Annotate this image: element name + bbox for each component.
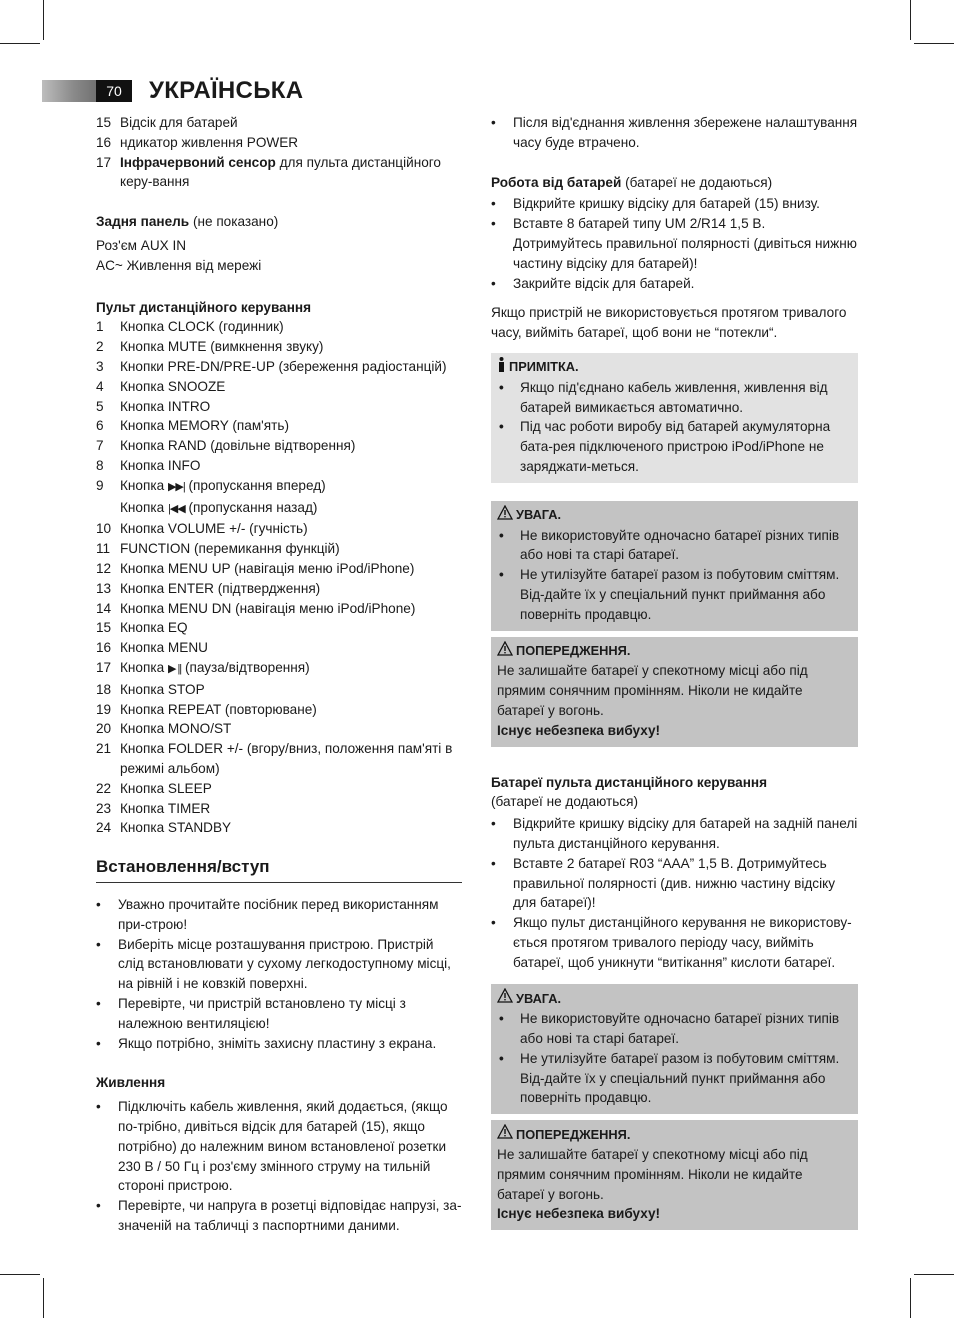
list-item (491, 854, 858, 913)
item-text (120, 416, 462, 436)
item-label: Кнопка MONO/ST (120, 721, 232, 737)
item-text: Відкрийте кришку відсіку для батарей (15) внизу. (513, 196, 820, 212)
warning-box (491, 637, 858, 747)
list-item (96, 935, 462, 994)
item-number: 11 (96, 541, 111, 557)
item-prefix: Кнопка (120, 477, 168, 493)
item-number: 20 (96, 721, 112, 737)
item-bold: Інфрачервоний сенсор (120, 154, 276, 170)
page-number: 70 (96, 80, 132, 102)
item-text: Не утилізуйте батареї разом із побутовим сміттям. Від-дайте їх у спеціальний пункт приймання або поверніть продавцю. (520, 567, 840, 622)
list-item (96, 579, 462, 599)
list-item (497, 378, 852, 418)
item-number: 5 (96, 398, 104, 414)
parts-list-continued (96, 113, 462, 192)
item-text (120, 680, 462, 700)
list-item (96, 416, 462, 436)
item-text: Підключіть кабель живлення, який додається, (якщо по-трібно, дивіться відсік для батарей (15), якщо потрібно) до належним вином встановленої розетки 230 В / 50 Гц і роз'єму змінного струму на тильній стороні пристрою. (118, 1099, 448, 1194)
remote-batteries-list (491, 814, 858, 972)
caution-box-heading: УВАГА. (497, 505, 852, 526)
list-item (96, 337, 462, 357)
item-number: 22 (96, 780, 112, 796)
note-box (491, 353, 858, 483)
item-text (120, 618, 462, 638)
item-text (120, 559, 462, 579)
list-item (96, 456, 462, 476)
list-item (96, 638, 462, 658)
bullet: • (499, 527, 504, 543)
warning-text: Не залишайте батареї у спекотному місці або під прямим сонячним промінням. Ніколи не кидайте батареї у вогонь. (497, 1147, 808, 1202)
list-item (96, 1034, 462, 1054)
bullet: • (96, 1099, 101, 1115)
media-control-icon: ▶▶| (167, 480, 185, 493)
item-text (120, 113, 462, 133)
item-text (120, 579, 462, 599)
item-text: Якщо потрібно, зніміть захисну пластину з екрана. (118, 1035, 437, 1051)
item-text: Закрийте відсік для батарей. (513, 275, 695, 291)
warning-box-heading: ПОПЕРЕДЖЕННЯ. (497, 1124, 852, 1145)
item-label: Кнопка SNOOZE (120, 378, 226, 394)
bullet: • (491, 275, 496, 291)
list-item (96, 539, 462, 559)
item-label: Кнопка MENU (120, 640, 208, 656)
item-label: Відсік для батарей (120, 115, 238, 130)
list-item (96, 799, 462, 819)
list-item (96, 1196, 462, 1236)
item-label: Кнопка RAND (довільне відтворення) (120, 438, 356, 454)
item-label: Кнопка STANDBY (120, 820, 232, 836)
list-item (96, 658, 462, 680)
warning-text: Не залишайте батареї у спекотному місці або під прямим сонячним промінням. Ніколи не кидайте батареї у вогонь. (497, 663, 808, 718)
remote-batteries-heading: Батареї пульта дистанційного керування (491, 774, 768, 790)
item-text (120, 539, 462, 559)
list-item (96, 113, 462, 133)
bullet: • (499, 419, 504, 435)
battery-paragraph: Якщо пристрій не використовується протягом тривалого часу, вийміть батареї, щоб вони не “потекли“. (491, 305, 847, 341)
item-number: 4 (96, 378, 104, 394)
item-label: Кнопки PRE-DN/PRE-UP (збереження радіостанцій) (120, 358, 447, 374)
item-number: 21 (96, 741, 112, 757)
crop-mark (43, 1278, 44, 1318)
item-label: Кнопка FOLDER +/- (вгору/вниз, положення пам'яті в режимі альбом) (120, 741, 453, 776)
crop-mark (43, 0, 44, 40)
item-number: 10 (96, 521, 112, 537)
item-number: 13 (96, 580, 112, 596)
item-text: Вставте 8 батарей типу UM 2/R14 1,5 В. Дотримуйтесь правильної полярності (дивіться нижню частину відсіку для батарей)! (513, 216, 857, 271)
bullet: • (491, 196, 496, 212)
rear-panel-heading: Задня панель (не показано) (96, 214, 279, 230)
item-text (120, 456, 462, 476)
remote-heading: Пульт дистанційного керування (96, 299, 312, 315)
item-label: (пропускання вперед) (184, 477, 326, 493)
list-item (497, 565, 852, 624)
list-item (497, 1049, 852, 1108)
power-list (96, 1097, 462, 1236)
bullet: • (499, 1050, 504, 1066)
item-text (120, 658, 462, 680)
item-number: 15 (96, 620, 112, 636)
item-text (120, 638, 462, 658)
item-number: 19 (96, 701, 112, 717)
list-item (96, 498, 462, 520)
item-number: 17 (96, 154, 112, 170)
bullet: • (491, 855, 496, 871)
warning-triangle-icon (497, 505, 513, 526)
item-text (120, 818, 462, 838)
item-text (120, 519, 462, 539)
item-text (120, 337, 462, 357)
list-item (96, 680, 462, 700)
bullet: • (96, 897, 101, 913)
install-heading: Встановлення/вступ (96, 856, 462, 883)
item-number: 18 (96, 681, 112, 697)
item-text: Вставте 2 батареї R03 “AAA” 1,5 В. Дотримуйтесь правильної полярності (див. нижню частину відсіку для батареї)! (513, 855, 836, 911)
item-text (120, 700, 462, 720)
list-item (497, 526, 852, 566)
crop-mark (0, 43, 40, 44)
item-number: 24 (96, 820, 112, 836)
list-item (96, 317, 462, 337)
crop-mark (914, 43, 954, 44)
item-text: Перевірте, чи напруга в розетці відповідає напрузі, за-значеній на табличці з паспортними даними. (118, 1198, 462, 1234)
list-item (96, 779, 462, 799)
item-text: Перевірте, чи пристрій встановлено ту місці з належною вентиляцією! (118, 996, 406, 1031)
battery-heading: Робота від батарей (батареї не додаються) (491, 174, 773, 190)
install-list (96, 895, 462, 1053)
battery-list (491, 194, 858, 293)
item-label: FUNCTION (перемикання функцій) (120, 541, 340, 557)
bullet: • (491, 816, 496, 832)
item-text (120, 436, 462, 456)
item-number: 17 (96, 659, 112, 675)
crop-mark (910, 0, 911, 40)
item-number: 3 (96, 358, 104, 374)
caution-box (491, 501, 858, 631)
bullet: • (499, 379, 504, 395)
warning-box (491, 1120, 858, 1230)
item-number: 15 (96, 115, 112, 130)
list-item (96, 153, 462, 193)
item-label: Кнопка INFO (120, 457, 201, 473)
list-item (96, 599, 462, 619)
list-item (96, 377, 462, 397)
item-label: Кнопка EQ (120, 620, 188, 636)
item-prefix: Кнопка (120, 659, 168, 675)
item-label: Кнопка MENU DN (навігація меню iPod/iPhone) (120, 600, 416, 616)
item-label: Кнопка REPEAT (повторюване) (120, 701, 317, 717)
item-text: Якщо під'єднано кабель живлення, живлення від батарей вимикається автоматично. (520, 379, 828, 415)
item-number: 8 (96, 457, 104, 473)
rear-item: AC~ Живлення від мережі (96, 257, 262, 273)
item-text (120, 153, 462, 193)
list-item (96, 133, 462, 153)
info-icon (497, 357, 506, 378)
warning-triangle-icon (497, 641, 513, 662)
item-number: 23 (96, 800, 112, 816)
bullet: • (96, 1035, 101, 1051)
item-text: Виберіть місце розташування пристрою. Пристрій слід встановлювати у сухому легкодоступному місці, на рівній і не ковзкій поверхні. (118, 936, 451, 992)
media-control-icon: ▶ || (167, 662, 182, 675)
crop-mark (910, 1278, 911, 1318)
item-label: Кнопка CLOCK (годинник) (120, 319, 284, 335)
item-text (120, 799, 462, 819)
list-item (96, 994, 462, 1034)
item-label: ндикатор живлення POWER (120, 134, 299, 150)
left-column (96, 113, 462, 1236)
item-text (120, 739, 462, 779)
list-item (497, 1009, 852, 1049)
list-item (96, 1097, 462, 1196)
list-item (497, 417, 852, 476)
bullet: • (491, 216, 496, 232)
list-item (491, 913, 858, 972)
bullet: • (96, 1198, 101, 1214)
warning-emphasis: Існує небезпека вибуху! (497, 722, 661, 738)
item-label: Кнопка INTRO (120, 398, 211, 414)
item-text: Уважно прочитайте посібник перед використанням при-строю! (118, 897, 439, 932)
item-text (120, 357, 462, 377)
item-label: для пульта дистанційного керу-вання (120, 154, 441, 190)
list-item (96, 719, 462, 739)
note-box-heading: ПРИМІТКА. (497, 357, 852, 378)
item-number: 9 (96, 477, 104, 493)
item-text: Якщо пульт дистанційного керування не використову-ється протягом тривалого періоду часу, вийміть батареї, щоб уникнути “витікання” кислоти батареї. (513, 915, 852, 970)
item-number: 6 (96, 418, 104, 434)
item-label: Кнопка VOLUME +/- (гучність) (120, 521, 308, 537)
list-item (96, 519, 462, 539)
media-control-icon: |◀◀ (167, 502, 185, 515)
item-text (120, 779, 462, 799)
item-text (120, 498, 462, 520)
item-label: (пауза/відтворення) (181, 659, 310, 675)
crop-mark (0, 1274, 40, 1275)
rear-item: Роз'єм AUX IN (96, 237, 187, 253)
note-box-list (497, 378, 852, 477)
list-item (96, 618, 462, 638)
item-label: Кнопка MUTE (вимкнення звуку) (120, 339, 324, 355)
remote-list (96, 317, 462, 838)
crop-mark (914, 1274, 954, 1275)
item-text: Не утилізуйте батареї разом із побутовим сміттям. Від-дайте їх у спеціальний пункт приймання або поверніть продавцю. (520, 1050, 840, 1106)
list-item (491, 274, 858, 294)
list-item (491, 814, 858, 854)
item-number (96, 498, 120, 520)
item-text: Відкрийте кришку відсіку для батарей на задній панелі пульта дистанційного керування. (513, 816, 858, 851)
item-number: 16 (96, 134, 112, 150)
list-item (96, 436, 462, 456)
bullet: • (499, 567, 504, 583)
item-label: Кнопка MEMORY (пам'ять) (120, 418, 289, 434)
rear-panel-list (96, 236, 462, 276)
item-text (120, 377, 462, 397)
caution-box-list (497, 526, 852, 625)
right-column (491, 113, 858, 1230)
warning-box-heading: ПОПЕРЕДЖЕННЯ. (497, 641, 852, 662)
item-text (120, 133, 462, 153)
item-number: 14 (96, 600, 112, 616)
item-number: 12 (96, 560, 112, 576)
caution-box-list (497, 1009, 852, 1108)
remote-batteries-note: (батареї не додаються) (491, 794, 638, 810)
page-title: УКРАЇНСЬКА (149, 77, 304, 104)
item-text: Не використовуйте одночасно батареї різних типів або нові та старі батареї. (520, 1011, 840, 1047)
item-number: 1 (96, 319, 104, 335)
item-number: 7 (96, 438, 104, 454)
list-item (96, 476, 462, 498)
list-item (491, 214, 858, 273)
item-text (120, 397, 462, 417)
item-label: Кнопка MENU UP (навігація меню iPod/iPhone) (120, 560, 415, 576)
caution-box (491, 984, 858, 1114)
list-item (96, 818, 462, 838)
item-text (120, 317, 462, 337)
warning-triangle-icon (497, 1124, 513, 1145)
item-label: Кнопка STOP (120, 681, 205, 697)
bullet: • (96, 996, 101, 1012)
bullet: • (499, 1011, 504, 1027)
item-number: 16 (96, 640, 112, 656)
item-label: Кнопка SLEEP (120, 780, 212, 796)
list-item (491, 194, 858, 214)
item-text: Не використовуйте одночасно батареї різних типів або нові та старі батареї. (520, 527, 840, 563)
bullet: • (96, 936, 101, 952)
bullet: • (491, 915, 496, 931)
item-text (120, 476, 462, 498)
item-label: (пропускання назад) (184, 499, 318, 515)
power-heading: Живлення (96, 1075, 166, 1091)
item-label: Кнопка TIMER (120, 800, 211, 816)
list-item (96, 357, 462, 377)
caution-box-heading: УВАГА. (497, 988, 852, 1009)
item-text (120, 719, 462, 739)
item-text: Під час роботи виробу від батарей акумуляторна бата-рея підключеного пристрою iPod/iPhone не заряджати-меться. (520, 419, 831, 474)
item-label: Кнопка ENTER (підтвердження) (120, 580, 321, 596)
item-prefix: Кнопка (120, 499, 168, 515)
list-item: • Після від'єднання живлення збережене налаштування часу буде втрачено. (491, 115, 858, 150)
list-item (96, 397, 462, 417)
list-item (96, 559, 462, 579)
warning-triangle-icon (497, 988, 513, 1009)
item-number: 2 (96, 339, 104, 355)
list-item (96, 739, 462, 779)
list-item (96, 895, 462, 935)
item-text (120, 599, 462, 619)
warning-emphasis: Існує небезпека вибуху! (497, 1206, 661, 1222)
list-item (96, 700, 462, 720)
